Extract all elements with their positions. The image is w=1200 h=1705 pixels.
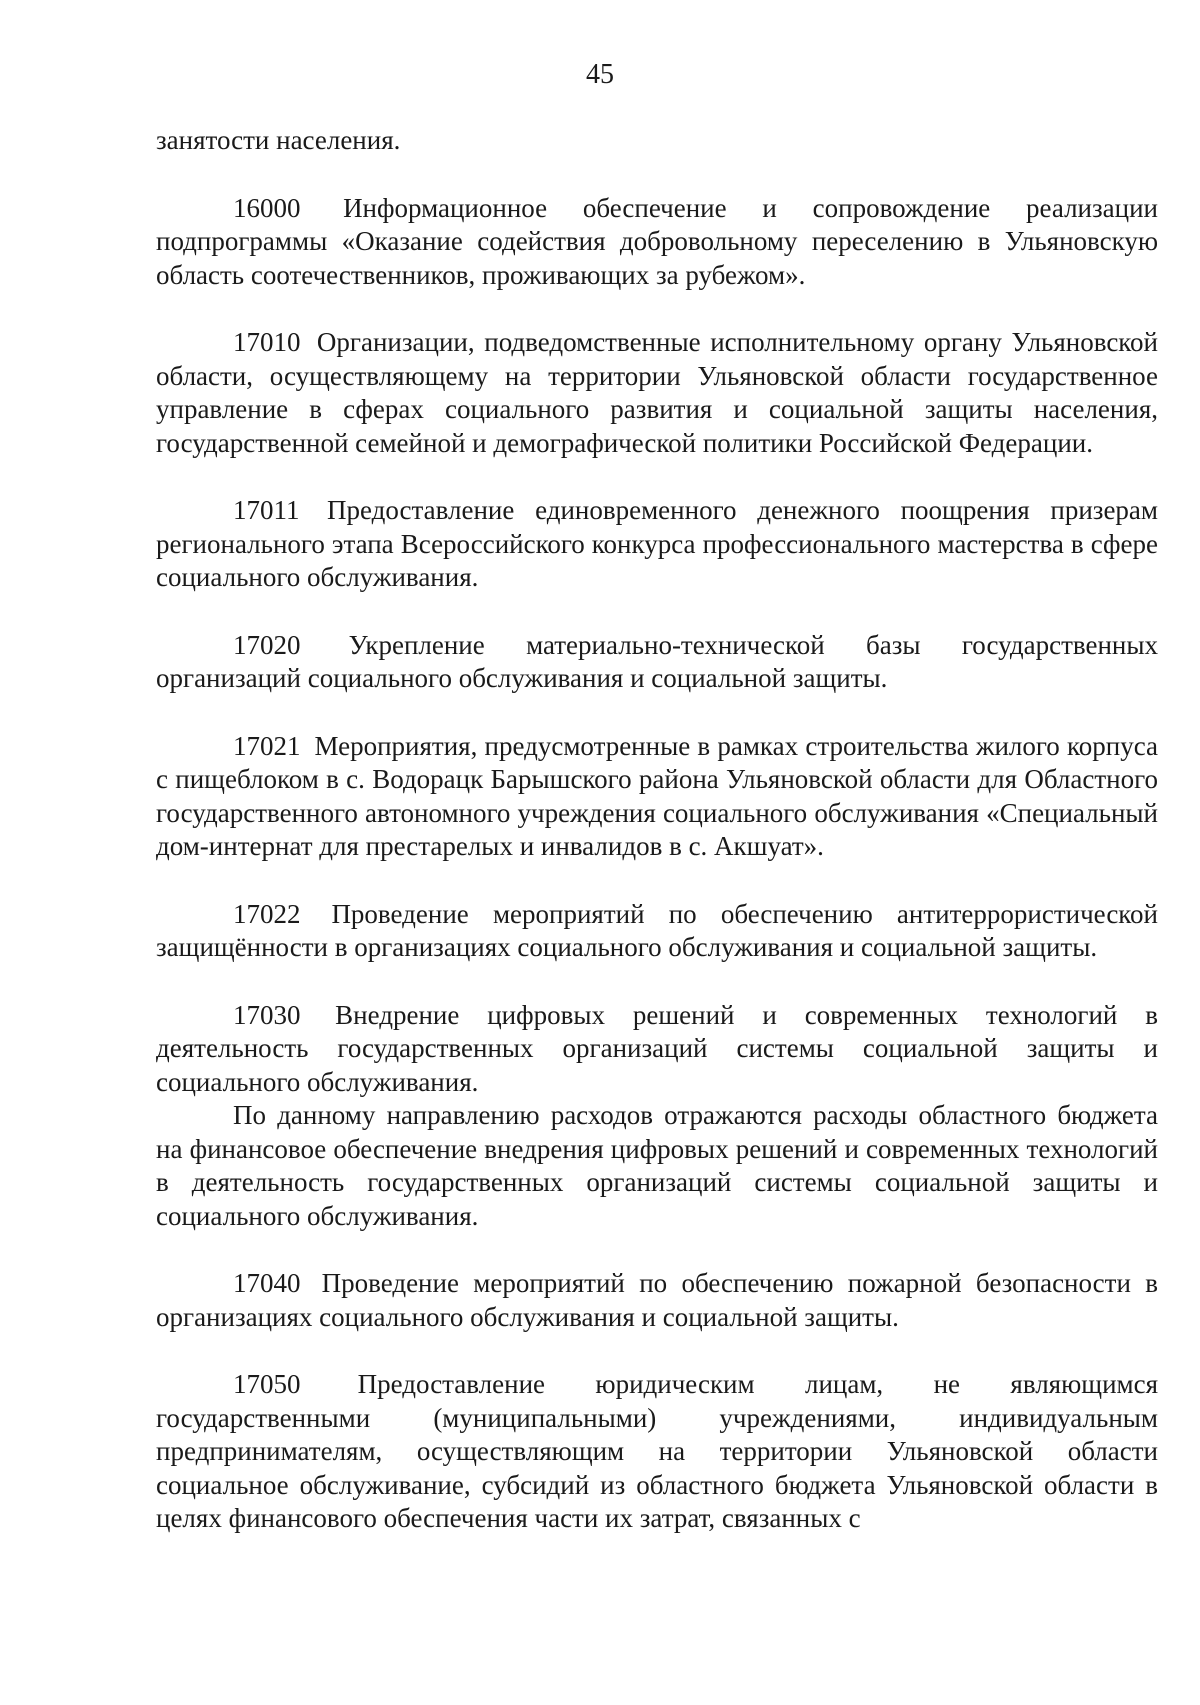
page-number: 45 xyxy=(586,59,614,90)
paragraph-text: Мероприятия, предусмотренные в рамках строительства жилого корпуса с пищеблоком в с. Водорацк Барышского района Ульяновской области для Областного государственного автономного учреждения социального обслуживания «Специальный дом-интернат для престарелых и инвалидов в с. Акшуат». xyxy=(156,730,1159,861)
paragraph-17022 xyxy=(156,898,1158,965)
paragraph-text: Предоставление единовременного денежного поощрения призерам регионального этапа Всероссийского конкурса профессионального мастерства в сфере социального обслуживания. xyxy=(156,495,1159,592)
paragraph-text: Предоставление юридическим лицам, не являющимся государственными (муниципальными) учреждениями, индивидуальным предпринимателям, осуществляющим на территории Ульяновской области социальное обслуживание, субсидий из областного бюджета Ульяновской области в целях финансового обеспечения части их затрат, связанных с xyxy=(156,1369,1159,1533)
paragraph-17011 xyxy=(156,494,1158,595)
expense-code: 17040 xyxy=(233,1268,301,1298)
paragraph-17040 xyxy=(156,1267,1158,1334)
paragraph-17010 xyxy=(156,326,1158,460)
expense-code: 17011 xyxy=(233,495,300,525)
expense-code: 17030 xyxy=(233,999,301,1030)
paragraph-continuation xyxy=(156,124,1158,158)
paragraph-text: Внедрение цифровых решений и современных технологий в деятельность государственных организаций системы социальной защиты и социального обслуживания. xyxy=(156,999,1158,1097)
paragraph-17050 xyxy=(156,1368,1158,1536)
expense-code: 16000 xyxy=(233,192,301,223)
paragraph-text: Укрепление материально-технической базы государственных организаций социального обслуживания и социальной защиты. xyxy=(156,629,1159,693)
paragraph-16000 xyxy=(156,192,1158,293)
paragraph-text: Проведение мероприятий по обеспечению пожарной безопасности в организациях социального обслуживания и социальной защиты. xyxy=(156,1268,1159,1332)
paragraph-text: Организации, подведомственные исполнительному органу Ульяновской области, осуществляющему на территории Ульяновской области государственное управление в сферах социального развития и социальной защиты населения, государственной семейной и демографической политики Российской Федерации. xyxy=(156,327,1159,458)
expense-code: 17050 xyxy=(233,1369,301,1399)
expense-code: 17020 xyxy=(233,629,301,660)
document-body xyxy=(156,124,1158,1536)
paragraph-text: Проведение мероприятий по обеспечению антитеррористической защищённости в организациях социального обслуживания и социальной защиты. xyxy=(156,898,1158,962)
paragraph-17021 xyxy=(156,730,1158,864)
expense-code: 17021 xyxy=(233,730,301,761)
paragraph-text: занятости населения. xyxy=(156,125,401,155)
paragraph-17030 xyxy=(156,999,1158,1100)
paragraph-text: Информационное обеспечение и сопровождение реализации подпрограммы «Оказание содействия добровольному переселению в Ульяновскую область соотечественников, проживающих за рубежом». xyxy=(156,192,1159,290)
expense-code: 17022 xyxy=(233,898,301,929)
paragraph-17020 xyxy=(156,629,1158,696)
paragraph-17030-explanation xyxy=(156,1099,1158,1233)
paragraph-text: По данному направлению расходов отражаются расходы областного бюджета на финансовое обеспечение внедрения цифровых решений и современных технологий в деятельность государственных организаций системы социальной защиты и социального обслуживания. xyxy=(156,1100,1158,1231)
expense-code: 17010 xyxy=(233,327,301,357)
